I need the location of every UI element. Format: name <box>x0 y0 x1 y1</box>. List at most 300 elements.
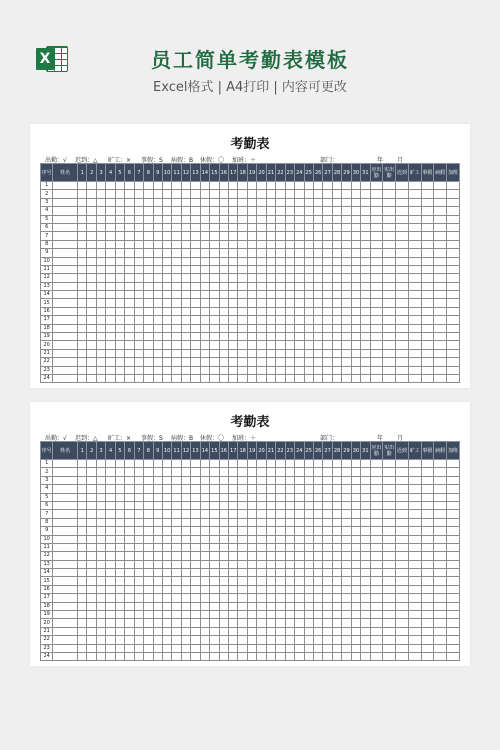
day-cell[interactable] <box>87 460 96 468</box>
stat-cell[interactable] <box>434 307 447 315</box>
day-cell[interactable] <box>229 602 238 610</box>
day-cell[interactable] <box>342 349 351 357</box>
day-cell[interactable] <box>153 182 162 190</box>
day-cell[interactable] <box>144 619 153 627</box>
day-cell[interactable] <box>181 282 190 290</box>
name-cell[interactable] <box>53 510 78 518</box>
day-cell[interactable] <box>229 493 238 501</box>
day-cell[interactable] <box>78 627 87 635</box>
stat-cell[interactable] <box>446 282 459 290</box>
day-cell[interactable] <box>172 611 181 619</box>
day-cell[interactable] <box>238 274 247 282</box>
stat-cell[interactable] <box>383 493 396 501</box>
day-cell[interactable] <box>200 316 209 324</box>
day-cell[interactable] <box>78 518 87 526</box>
day-cell[interactable] <box>313 324 322 332</box>
day-cell[interactable] <box>144 341 153 349</box>
day-cell[interactable] <box>200 543 209 551</box>
day-cell[interactable] <box>115 619 124 627</box>
day-cell[interactable] <box>229 594 238 602</box>
day-cell[interactable] <box>332 636 341 644</box>
day-cell[interactable] <box>200 460 209 468</box>
day-cell[interactable] <box>162 543 171 551</box>
day-cell[interactable] <box>78 644 87 652</box>
day-cell[interactable] <box>295 190 304 198</box>
day-cell[interactable] <box>276 366 285 374</box>
day-cell[interactable] <box>229 636 238 644</box>
day-cell[interactable] <box>191 215 200 223</box>
day-cell[interactable] <box>342 627 351 635</box>
day-cell[interactable] <box>247 358 256 366</box>
day-cell[interactable] <box>191 594 200 602</box>
name-cell[interactable] <box>53 552 78 560</box>
day-cell[interactable] <box>106 569 115 577</box>
day-cell[interactable] <box>342 585 351 593</box>
stat-cell[interactable] <box>421 291 434 299</box>
day-cell[interactable] <box>191 291 200 299</box>
day-cell[interactable] <box>304 485 313 493</box>
day-cell[interactable] <box>238 611 247 619</box>
day-cell[interactable] <box>125 182 134 190</box>
stat-cell[interactable] <box>408 223 421 231</box>
day-cell[interactable] <box>87 585 96 593</box>
stat-cell[interactable] <box>408 644 421 652</box>
stat-cell[interactable] <box>446 358 459 366</box>
day-cell[interactable] <box>144 636 153 644</box>
day-cell[interactable] <box>153 476 162 484</box>
day-cell[interactable] <box>162 232 171 240</box>
day-cell[interactable] <box>351 291 360 299</box>
day-cell[interactable] <box>172 460 181 468</box>
day-cell[interactable] <box>266 468 275 476</box>
day-cell[interactable] <box>257 291 266 299</box>
day-cell[interactable] <box>96 324 105 332</box>
day-cell[interactable] <box>210 240 219 248</box>
day-cell[interactable] <box>351 636 360 644</box>
day-cell[interactable] <box>257 569 266 577</box>
day-cell[interactable] <box>247 552 256 560</box>
day-cell[interactable] <box>172 636 181 644</box>
name-cell[interactable] <box>53 316 78 324</box>
day-cell[interactable] <box>162 265 171 273</box>
day-cell[interactable] <box>313 265 322 273</box>
day-cell[interactable] <box>125 324 134 332</box>
day-cell[interactable] <box>144 333 153 341</box>
day-cell[interactable] <box>313 182 322 190</box>
day-cell[interactable] <box>78 585 87 593</box>
day-cell[interactable] <box>257 485 266 493</box>
day-cell[interactable] <box>153 265 162 273</box>
day-cell[interactable] <box>134 493 143 501</box>
day-cell[interactable] <box>191 349 200 357</box>
day-cell[interactable] <box>276 190 285 198</box>
day-cell[interactable] <box>219 594 228 602</box>
day-cell[interactable] <box>332 341 341 349</box>
name-cell[interactable] <box>53 476 78 484</box>
stat-cell[interactable] <box>446 652 459 660</box>
day-cell[interactable] <box>144 349 153 357</box>
day-cell[interactable] <box>181 543 190 551</box>
day-cell[interactable] <box>125 527 134 535</box>
day-cell[interactable] <box>106 198 115 206</box>
stat-cell[interactable] <box>383 460 396 468</box>
day-cell[interactable] <box>144 249 153 257</box>
stat-cell[interactable] <box>434 358 447 366</box>
day-cell[interactable] <box>78 501 87 509</box>
stat-cell[interactable] <box>408 636 421 644</box>
day-cell[interactable] <box>78 249 87 257</box>
stat-cell[interactable] <box>383 510 396 518</box>
day-cell[interactable] <box>210 619 219 627</box>
day-cell[interactable] <box>266 636 275 644</box>
day-cell[interactable] <box>342 535 351 543</box>
day-cell[interactable] <box>332 215 341 223</box>
day-cell[interactable] <box>229 652 238 660</box>
stat-cell[interactable] <box>383 594 396 602</box>
day-cell[interactable] <box>229 468 238 476</box>
stat-cell[interactable] <box>396 265 409 273</box>
day-cell[interactable] <box>87 518 96 526</box>
day-cell[interactable] <box>210 349 219 357</box>
day-cell[interactable] <box>238 560 247 568</box>
day-cell[interactable] <box>153 652 162 660</box>
day-cell[interactable] <box>323 510 332 518</box>
day-cell[interactable] <box>181 476 190 484</box>
day-cell[interactable] <box>96 543 105 551</box>
day-cell[interactable] <box>304 636 313 644</box>
day-cell[interactable] <box>266 594 275 602</box>
stat-cell[interactable] <box>383 215 396 223</box>
day-cell[interactable] <box>181 501 190 509</box>
day-cell[interactable] <box>323 476 332 484</box>
day-cell[interactable] <box>115 358 124 366</box>
stat-cell[interactable] <box>383 307 396 315</box>
day-cell[interactable] <box>229 324 238 332</box>
stat-cell[interactable] <box>434 644 447 652</box>
day-cell[interactable] <box>134 619 143 627</box>
day-cell[interactable] <box>87 249 96 257</box>
day-cell[interactable] <box>106 207 115 215</box>
day-cell[interactable] <box>181 291 190 299</box>
stat-cell[interactable] <box>421 543 434 551</box>
day-cell[interactable] <box>125 232 134 240</box>
day-cell[interactable] <box>257 518 266 526</box>
day-cell[interactable] <box>162 291 171 299</box>
day-cell[interactable] <box>247 460 256 468</box>
day-cell[interactable] <box>200 560 209 568</box>
stat-cell[interactable] <box>396 611 409 619</box>
day-cell[interactable] <box>162 552 171 560</box>
day-cell[interactable] <box>172 366 181 374</box>
stat-cell[interactable] <box>421 493 434 501</box>
day-cell[interactable] <box>191 652 200 660</box>
day-cell[interactable] <box>229 460 238 468</box>
day-cell[interactable] <box>323 652 332 660</box>
day-cell[interactable] <box>210 374 219 382</box>
day-cell[interactable] <box>323 527 332 535</box>
day-cell[interactable] <box>96 552 105 560</box>
stat-cell[interactable] <box>434 374 447 382</box>
day-cell[interactable] <box>210 510 219 518</box>
day-cell[interactable] <box>229 282 238 290</box>
day-cell[interactable] <box>162 627 171 635</box>
day-cell[interactable] <box>125 611 134 619</box>
day-cell[interactable] <box>229 374 238 382</box>
stat-cell[interactable] <box>396 215 409 223</box>
day-cell[interactable] <box>181 644 190 652</box>
stat-cell[interactable] <box>434 198 447 206</box>
day-cell[interactable] <box>313 535 322 543</box>
day-cell[interactable] <box>96 316 105 324</box>
day-cell[interactable] <box>247 577 256 585</box>
day-cell[interactable] <box>125 619 134 627</box>
day-cell[interactable] <box>78 476 87 484</box>
day-cell[interactable] <box>181 560 190 568</box>
stat-cell[interactable] <box>408 577 421 585</box>
day-cell[interactable] <box>266 182 275 190</box>
stat-cell[interactable] <box>383 257 396 265</box>
stat-cell[interactable] <box>421 265 434 273</box>
day-cell[interactable] <box>285 627 294 635</box>
name-cell[interactable] <box>53 652 78 660</box>
day-cell[interactable] <box>153 636 162 644</box>
day-cell[interactable] <box>304 366 313 374</box>
day-cell[interactable] <box>125 627 134 635</box>
day-cell[interactable] <box>351 374 360 382</box>
stat-cell[interactable] <box>434 341 447 349</box>
stat-cell[interactable] <box>434 552 447 560</box>
day-cell[interactable] <box>191 374 200 382</box>
day-cell[interactable] <box>125 316 134 324</box>
day-cell[interactable] <box>266 265 275 273</box>
day-cell[interactable] <box>266 215 275 223</box>
day-cell[interactable] <box>78 652 87 660</box>
stat-cell[interactable] <box>421 619 434 627</box>
day-cell[interactable] <box>134 324 143 332</box>
stat-cell[interactable] <box>383 552 396 560</box>
stat-cell[interactable] <box>421 627 434 635</box>
name-cell[interactable] <box>53 282 78 290</box>
day-cell[interactable] <box>285 249 294 257</box>
day-cell[interactable] <box>247 510 256 518</box>
day-cell[interactable] <box>134 460 143 468</box>
day-cell[interactable] <box>181 518 190 526</box>
day-cell[interactable] <box>342 611 351 619</box>
day-cell[interactable] <box>342 636 351 644</box>
day-cell[interactable] <box>162 366 171 374</box>
day-cell[interactable] <box>219 223 228 231</box>
day-cell[interactable] <box>313 527 322 535</box>
day-cell[interactable] <box>266 527 275 535</box>
day-cell[interactable] <box>191 552 200 560</box>
stat-cell[interactable] <box>383 485 396 493</box>
day-cell[interactable] <box>106 240 115 248</box>
day-cell[interactable] <box>285 543 294 551</box>
stat-cell[interactable] <box>434 324 447 332</box>
day-cell[interactable] <box>295 619 304 627</box>
day-cell[interactable] <box>144 299 153 307</box>
day-cell[interactable] <box>106 552 115 560</box>
stat-cell[interactable] <box>383 349 396 357</box>
stat-cell[interactable] <box>408 299 421 307</box>
day-cell[interactable] <box>172 215 181 223</box>
day-cell[interactable] <box>144 282 153 290</box>
day-cell[interactable] <box>342 493 351 501</box>
stat-cell[interactable] <box>434 594 447 602</box>
stat-cell[interactable] <box>396 560 409 568</box>
day-cell[interactable] <box>115 493 124 501</box>
day-cell[interactable] <box>87 257 96 265</box>
day-cell[interactable] <box>285 207 294 215</box>
day-cell[interactable] <box>276 291 285 299</box>
stat-cell[interactable] <box>408 501 421 509</box>
day-cell[interactable] <box>172 190 181 198</box>
day-cell[interactable] <box>172 333 181 341</box>
stat-cell[interactable] <box>383 560 396 568</box>
stat-cell[interactable] <box>408 627 421 635</box>
day-cell[interactable] <box>276 374 285 382</box>
stat-cell[interactable] <box>446 291 459 299</box>
name-cell[interactable] <box>53 349 78 357</box>
stat-cell[interactable] <box>383 636 396 644</box>
stat-cell[interactable] <box>396 240 409 248</box>
day-cell[interactable] <box>134 585 143 593</box>
stat-cell[interactable] <box>370 349 383 357</box>
stat-cell[interactable] <box>370 510 383 518</box>
stat-cell[interactable] <box>434 460 447 468</box>
day-cell[interactable] <box>313 543 322 551</box>
day-cell[interactable] <box>191 636 200 644</box>
day-cell[interactable] <box>200 510 209 518</box>
day-cell[interactable] <box>200 644 209 652</box>
day-cell[interactable] <box>229 232 238 240</box>
day-cell[interactable] <box>361 468 370 476</box>
day-cell[interactable] <box>115 611 124 619</box>
day-cell[interactable] <box>153 468 162 476</box>
day-cell[interactable] <box>332 358 341 366</box>
day-cell[interactable] <box>238 569 247 577</box>
day-cell[interactable] <box>162 333 171 341</box>
day-cell[interactable] <box>115 501 124 509</box>
day-cell[interactable] <box>257 644 266 652</box>
day-cell[interactable] <box>304 374 313 382</box>
day-cell[interactable] <box>78 307 87 315</box>
stat-cell[interactable] <box>421 652 434 660</box>
name-cell[interactable] <box>53 518 78 526</box>
day-cell[interactable] <box>361 493 370 501</box>
day-cell[interactable] <box>106 468 115 476</box>
name-cell[interactable] <box>53 232 78 240</box>
day-cell[interactable] <box>285 182 294 190</box>
day-cell[interactable] <box>295 569 304 577</box>
day-cell[interactable] <box>342 460 351 468</box>
day-cell[interactable] <box>106 577 115 585</box>
day-cell[interactable] <box>351 198 360 206</box>
stat-cell[interactable] <box>421 182 434 190</box>
day-cell[interactable] <box>210 291 219 299</box>
day-cell[interactable] <box>134 636 143 644</box>
name-cell[interactable] <box>53 333 78 341</box>
day-cell[interactable] <box>266 223 275 231</box>
day-cell[interactable] <box>276 358 285 366</box>
name-cell[interactable] <box>53 249 78 257</box>
day-cell[interactable] <box>361 552 370 560</box>
day-cell[interactable] <box>229 552 238 560</box>
day-cell[interactable] <box>181 333 190 341</box>
day-cell[interactable] <box>323 619 332 627</box>
day-cell[interactable] <box>115 257 124 265</box>
stat-cell[interactable] <box>446 468 459 476</box>
day-cell[interactable] <box>191 232 200 240</box>
day-cell[interactable] <box>200 552 209 560</box>
day-cell[interactable] <box>342 366 351 374</box>
day-cell[interactable] <box>96 585 105 593</box>
day-cell[interactable] <box>238 265 247 273</box>
day-cell[interactable] <box>144 198 153 206</box>
stat-cell[interactable] <box>408 316 421 324</box>
day-cell[interactable] <box>219 543 228 551</box>
day-cell[interactable] <box>361 560 370 568</box>
day-cell[interactable] <box>115 282 124 290</box>
day-cell[interactable] <box>200 291 209 299</box>
day-cell[interactable] <box>295 535 304 543</box>
stat-cell[interactable] <box>370 485 383 493</box>
day-cell[interactable] <box>247 349 256 357</box>
day-cell[interactable] <box>323 468 332 476</box>
stat-cell[interactable] <box>408 611 421 619</box>
day-cell[interactable] <box>342 594 351 602</box>
day-cell[interactable] <box>87 316 96 324</box>
day-cell[interactable] <box>342 282 351 290</box>
day-cell[interactable] <box>96 198 105 206</box>
day-cell[interactable] <box>210 535 219 543</box>
stat-cell[interactable] <box>396 476 409 484</box>
day-cell[interactable] <box>323 316 332 324</box>
name-cell[interactable] <box>53 265 78 273</box>
stat-cell[interactable] <box>408 535 421 543</box>
day-cell[interactable] <box>162 240 171 248</box>
stat-cell[interactable] <box>408 493 421 501</box>
day-cell[interactable] <box>266 644 275 652</box>
day-cell[interactable] <box>304 316 313 324</box>
day-cell[interactable] <box>285 652 294 660</box>
day-cell[interactable] <box>115 577 124 585</box>
day-cell[interactable] <box>238 374 247 382</box>
day-cell[interactable] <box>106 644 115 652</box>
day-cell[interactable] <box>219 333 228 341</box>
day-cell[interactable] <box>210 611 219 619</box>
day-cell[interactable] <box>153 324 162 332</box>
day-cell[interactable] <box>351 510 360 518</box>
day-cell[interactable] <box>361 485 370 493</box>
day-cell[interactable] <box>257 207 266 215</box>
day-cell[interactable] <box>257 535 266 543</box>
day-cell[interactable] <box>106 223 115 231</box>
day-cell[interactable] <box>295 274 304 282</box>
day-cell[interactable] <box>342 198 351 206</box>
day-cell[interactable] <box>361 265 370 273</box>
day-cell[interactable] <box>172 585 181 593</box>
day-cell[interactable] <box>87 265 96 273</box>
day-cell[interactable] <box>191 223 200 231</box>
stat-cell[interactable] <box>383 316 396 324</box>
day-cell[interactable] <box>238 627 247 635</box>
stat-cell[interactable] <box>370 257 383 265</box>
stat-cell[interactable] <box>446 182 459 190</box>
day-cell[interactable] <box>313 282 322 290</box>
day-cell[interactable] <box>342 182 351 190</box>
day-cell[interactable] <box>125 535 134 543</box>
